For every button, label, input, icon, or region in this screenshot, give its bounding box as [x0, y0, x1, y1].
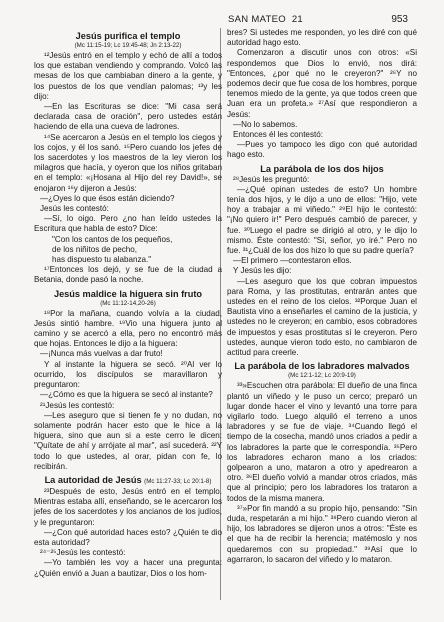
- parallel-reference: (Mc 11:12-14,20-26): [100, 299, 156, 307]
- right-column: [227, 28, 417, 565]
- poetry-line: de los niñitos de pecho,: [52, 244, 138, 254]
- verse-paragraph: —El primero —contestaron ellos.: [233, 256, 352, 266]
- verse-paragraph: ³⁷»Por fin mandó a su propio hijo, pensando: "Sin duda, respetarán a mi hijo." ³⁸Pero cuando vieron al hijo, los labradores se dijeron unos a otros: "Éste es el que ha de recibir la herencia; matémoslo y nos quedaremos con su propiedad." ³⁹Así que lo agarraron, lo sacaron del viñedo y lo mataron.: [227, 503, 417, 564]
- verse-paragraph: —¿Oyes lo que ésos están diciendo?: [40, 193, 175, 203]
- verse-paragraph: —¿Con qué autoridad haces esto? ¿Quién te dio esta autoridad?: [34, 527, 222, 547]
- page-number: 953: [391, 14, 408, 25]
- verse-paragraph: ²¹Jesús les contestó:: [40, 400, 115, 410]
- verse-paragraph: —Sí, lo oigo. Pero ¿no han leído ustedes la Escritura que habla de esto? Dice:: [34, 214, 222, 234]
- parallel-reference: (Mc 12:1-12; Lc 20:9-19): [288, 372, 356, 380]
- running-header: [34, 14, 408, 26]
- verse-paragraph: bres? Si ustedes me responden, yo les diré con qué autoridad hago esto.: [227, 28, 417, 48]
- parallel-reference: (Mc 11:27-33; Lc 20:1-8): [144, 477, 212, 485]
- section-heading: Jesús purifica el templo: [75, 31, 181, 41]
- verse-paragraph: —Yo también les voy a hacer una pregunta: ¿Quién envió a Juan a bautizar, Dios o los hom-: [34, 558, 222, 578]
- book-name: SAN MATEO: [228, 14, 286, 25]
- book-chapter-title: [228, 14, 303, 25]
- section-heading: La parábola de los labradores malvados: [234, 361, 410, 372]
- verse-paragraph: —En las Escrituras se dice: "Mi casa será declarada casa de oración", pero ustedes están haciendo de ella una cueva de ladrones.: [34, 102, 222, 132]
- verse-paragraph: ¹²Jesús entró en el templo y echó de allí a todos los que estaban vendiendo y comprando. Volcó las mesas de los que cambiaban dinero a la gente, y los puestos de los que vendían palomas; ¹³y les dijo:: [34, 51, 222, 101]
- verse-paragraph: ²³Después de esto, Jesús entró en el templo. Mientras estaba allí, enseñando, se le acercaron los jefes de los sacerdotes y los ancianos de los judíos, y le preguntaron:: [34, 486, 222, 527]
- verse-paragraph: Entonces él les contestó:: [233, 130, 323, 140]
- section-heading: Jesús maldice la higuera sin fruto: [53, 288, 203, 299]
- section-heading: [34, 475, 222, 487]
- poetry-line: "Con los cantos de los pequeños,: [52, 234, 173, 244]
- verse-paragraph: ²⁸Jesús les preguntó:: [233, 174, 310, 184]
- verse-paragraph: —Les aseguro que los que cobran impuestos para Roma, y las prostitutas, entrarán antes que ustedes en el reino de los cielos. ³²Porque Juan el Bautista vino a enseñarles el camino de la justicia, y ustedes no le creyeron; en cambio, esos cobradores de impuestos y esas prostitutas sí le creyeron. Pero ustedes, aunque vieron todo esto, no cambiaron de actitud para creerle.: [227, 276, 417, 358]
- verse-paragraph: —No lo sabemos.: [233, 119, 298, 129]
- chapter-number: 21: [291, 14, 304, 25]
- verse-paragraph: —¡Nunca más vuelvas a dar fruto!: [40, 349, 163, 359]
- section-heading-text: La autoridad de Jesús: [44, 474, 142, 485]
- verse-paragraph: —¿Cómo es que la higuera se secó al instante?: [40, 390, 213, 400]
- verse-paragraph: Y Jesús les dijo:: [233, 266, 292, 276]
- verse-paragraph: Jesús les contestó:: [40, 204, 109, 214]
- poetry-line: has dispuesto tu alabanza.": [52, 255, 152, 265]
- show-through-text: [34, 14, 194, 26]
- verse-paragraph: ³³»Escuchen otra parábola: El dueño de una finca plantó un viñedo y le puso un cerco; preparó un lugar donde hacer el vino y levantó una torre para vigilarlo todo. Luego alquiló el terreno a unos labradores y se fue de viaje. ³⁴Cuando llegó el tiempo de la cosecha, mandó unos criados a pedir a los labradores la parte que le correspondía. ³⁵Pero los labradores echaron mano a los criados: golpearon a uno, mataron a otro y apedrearon a otro. ³⁶El dueño volvió a mandar otros criados, más que al principio; pero los labradores los trataron a todos de la misma manera.: [227, 381, 417, 503]
- verse-paragraph: —Les aseguro que si tienen fe y no dudan, no solamente podrán hacer esto que le hice a la higuera, sino que aun si a este cerro le dicen: "Quítate de ahí y arrójate al mar", así sucederá. ²²Y todo lo que ustedes, al orar, pidan con fe, lo recibirán.: [34, 410, 222, 471]
- verse-paragraph: ¹⁴Se acercaron a Jesús en el templo los ciegos y los cojos, y él los sanó. ¹⁵Pero cuando los jefes de los sacerdotes y los maestros de la ley vieron los milagros que hacía, y oyeron que los niños gritaban en el templo: «¡Hosana al Hijo del rey David!», se enojaron ¹⁶y dijeron a Jesús:: [34, 132, 222, 193]
- verse-paragraph: Y al instante la higuera se secó. ²⁰Al ver lo ocurrido, los discípulos se maravillaron y preguntaron:: [34, 359, 222, 390]
- verse-paragraph: —Pues yo tampoco les digo con qué autoridad hago esto.: [227, 140, 417, 160]
- verse-paragraph: ¹⁷Entonces los dejó, y se fue de la ciudad a Betania, donde pasó la noche.: [34, 265, 222, 285]
- verse-paragraph: Comenzaron a discutir unos con otros: «Si respondemos que Dios lo envió, nos dirá: "Entonces, ¿por qué no le creyeron?" ²⁶Y no podemos decir que fue cosa de los hombres, porque tenemos miedo de la gente, ya que todos creen que Juan era un profeta.» ²⁷Así que respondieron a Jesús:: [227, 48, 417, 119]
- parallel-reference: (Mc 11:15-19; Lc 19:45-48; Jn 2:13-22): [74, 42, 182, 49]
- section-heading: La parábola de los dos hijos: [260, 163, 384, 174]
- verse-paragraph: —¿Qué opinan ustedes de esto? Un hombre tenía dos hijos, y le dijo a uno de ellos: "Hijo, vete hoy a trabajar a mi viñedo." ²⁹El hijo le contestó: "¡No quiero ir!" Pero después cambió de parecer, y fue. ³⁰Luego el padre se dirigió al otro, y le dijo lo mismo. Éste contestó: "Sí, señor, yo iré." Pero no fue. ³¹¿Cuál de los dos hizo lo que su padre quería?: [227, 184, 417, 256]
- verse-paragraph: ²⁴⁻²⁵Jesús les contestó:: [40, 548, 126, 558]
- left-column: [34, 28, 222, 579]
- verse-paragraph: ¹⁸Por la mañana, cuando volvía a la ciudad, Jesús sintió hambre. ¹⁹Vio una higuera junto al camino y se acercó a ella, pero no encontró más que hojas. Entonces le dijo a la higuera:: [34, 308, 222, 349]
